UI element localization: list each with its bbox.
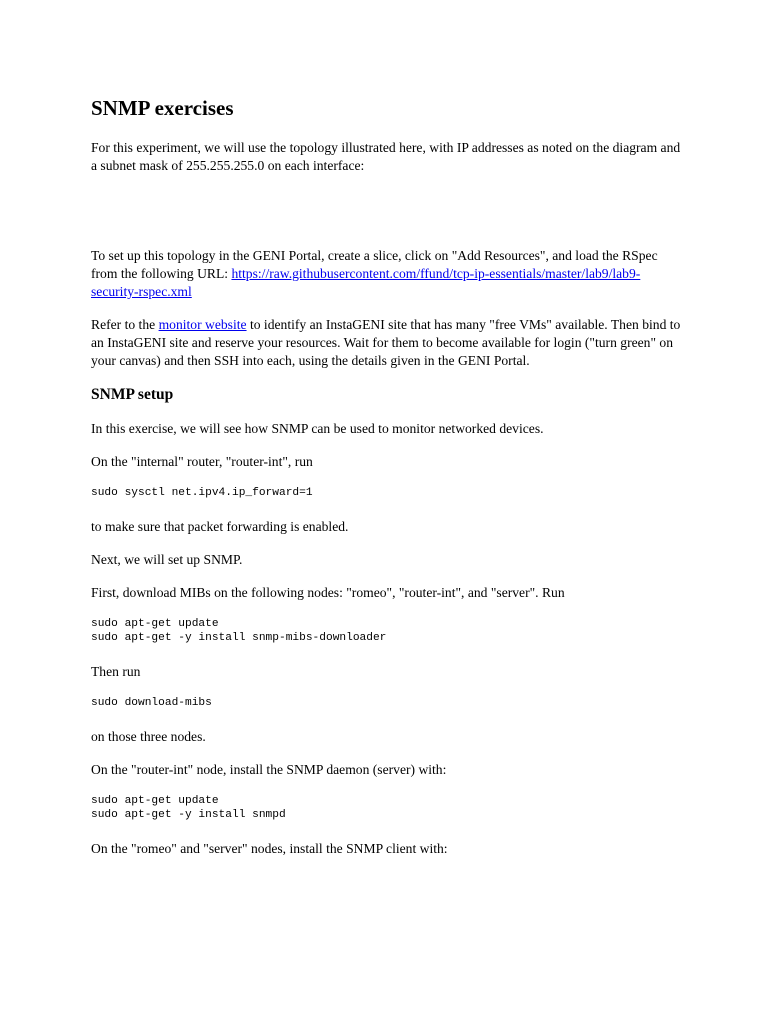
next-paragraph: Next, we will set up SNMP. xyxy=(91,552,243,567)
monitor-paragraph xyxy=(91,316,681,370)
code-mibs-install xyxy=(91,617,681,645)
router-paragraph: On the "internal" router, "router-int", run xyxy=(91,454,313,469)
monitor-website-link[interactable]: monitor website xyxy=(158,317,247,332)
code-line: sudo apt-get update xyxy=(91,618,219,630)
monitor-text-before: Refer to the xyxy=(91,317,159,332)
code-line: sudo apt-get -y install snmpd xyxy=(91,809,286,821)
forward-paragraph: to make sure that packet forwarding is enabled. xyxy=(91,519,349,534)
document-page xyxy=(91,96,681,873)
monitor-text-after: to identify an InstaGENI site that has many "free VMs" available. Then bind to an InstaGENI site and reserve your resources. Wait for them to become available for login ("turn green" on your canvas) and then SSH into each, using the details given in the GENI Portal. xyxy=(91,317,681,368)
setup-paragraph xyxy=(91,247,681,301)
code-line: sudo apt-get update xyxy=(91,795,219,807)
setup-text: To set up this topology in the GENI Portal, create a slice, click on "Add Resources", and load the RSpec from the following URL: xyxy=(91,248,658,281)
code-snmpd-install xyxy=(91,794,681,822)
client-paragraph: On the "romeo" and "server" nodes, install the SNMP client with: xyxy=(91,841,448,856)
exercise-paragraph: In this exercise, we will see how SNMP can be used to monitor networked devices. xyxy=(91,421,544,436)
three-nodes-paragraph: on those three nodes. xyxy=(91,729,206,744)
rspec-url-link[interactable]: https://raw.githubusercontent.com/ffund/tcp-ip-essentials/master/lab9/lab9-security-rspec.xml xyxy=(91,266,641,299)
code-line: sudo apt-get -y install snmp-mibs-downloader xyxy=(91,632,387,644)
mibs-paragraph: First, download MIBs on the following nodes: "romeo", "router-int", and "server". Run xyxy=(91,585,565,600)
page-title: SNMP exercises xyxy=(91,96,234,120)
code-ip-forward: sudo sysctl net.ipv4.ip_forward=1 xyxy=(91,487,313,499)
daemon-paragraph: On the "router-int" node, install the SNMP daemon (server) with: xyxy=(91,762,447,777)
code-download-mibs: sudo download-mibs xyxy=(91,697,212,709)
then-paragraph: Then run xyxy=(91,664,141,679)
intro-paragraph: For this experiment, we will use the topology illustrated here, with IP addresses as noted on the diagram and a subnet mask of 255.255.255.0 on each interface: xyxy=(91,140,681,173)
topology-diagram-placeholder xyxy=(91,190,681,247)
section-heading-snmp-setup: SNMP setup xyxy=(91,386,174,403)
